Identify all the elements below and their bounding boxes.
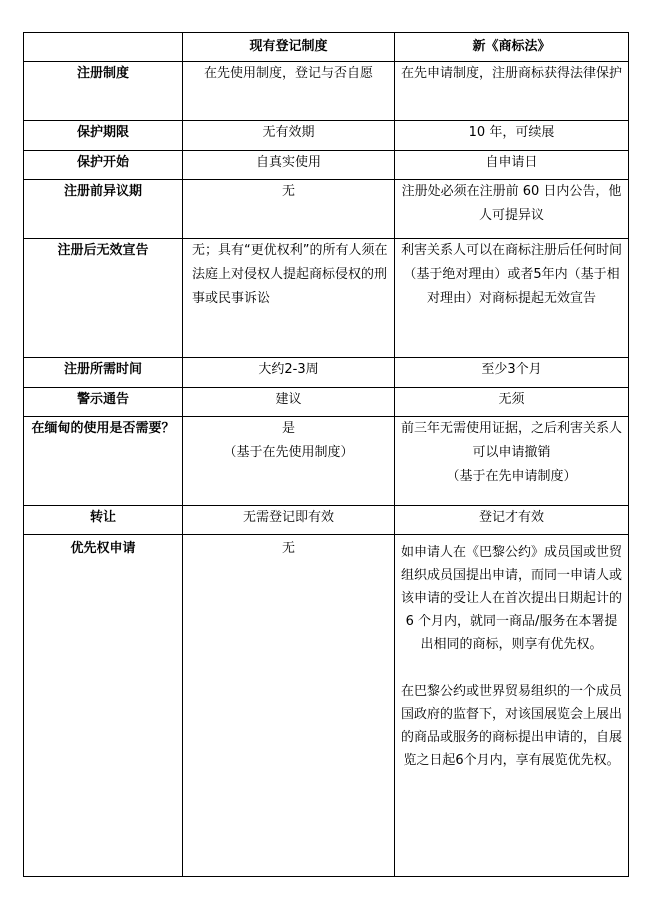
table-row — [24, 388, 629, 417]
row-current-value: 在先使用制度，登记与否自愿 — [183, 62, 395, 121]
row-current-value: 自真实使用 — [183, 151, 395, 180]
table-row — [24, 239, 629, 358]
table-row — [24, 62, 629, 121]
row-label: 注册所需时间 — [24, 358, 183, 388]
table-row — [24, 506, 629, 535]
row-current-value: 建议 — [183, 388, 395, 417]
table-row — [24, 121, 629, 151]
row-current-value: 无有效期 — [183, 121, 395, 151]
table-row — [24, 535, 629, 877]
row-current-value: 无 — [183, 180, 395, 239]
trademark-comparison-table — [23, 32, 629, 877]
row-label: 注册前异议期 — [24, 180, 183, 239]
table-row — [24, 417, 629, 506]
row-new-value: 利害关系人可以在商标注册后任何时间（基于绝对理由）或者5年内（基于相对理由）对商标提起无效宣告 — [395, 239, 629, 358]
row-label: 优先权申请 — [24, 535, 183, 877]
current-value-line: 是 — [281, 421, 295, 436]
table-row — [24, 180, 629, 239]
row-label: 在缅甸的使用是否需要？ — [24, 417, 183, 506]
table-row — [24, 151, 629, 180]
row-new-value — [395, 535, 629, 877]
row-label: 注册制度 — [24, 62, 183, 121]
table-row — [24, 358, 629, 388]
row-current-value: 无；具有“更优权利”的所有人须在法庭上对侵权人提起商标侵权的刑事或民事诉讼 — [183, 239, 395, 358]
row-new-value: 自申请日 — [395, 151, 629, 180]
row-new-value: 在先申请制度，注册商标获得法律保护 — [395, 62, 629, 121]
row-new-value: 注册处必须在注册前 60 日内公告，他人可提异议 — [395, 180, 629, 239]
row-current-value: 大约2-3周 — [183, 358, 395, 388]
row-new-value: 10 年，可续展 — [395, 121, 629, 151]
row-label: 保护期限 — [24, 121, 183, 151]
row-new-value: 至少3个月 — [395, 358, 629, 388]
row-label: 警示通告 — [24, 388, 183, 417]
row-new-value — [395, 417, 629, 506]
new-value-line: 前三年无需使用证据，之后利害关系人可以申请撤销 — [401, 421, 623, 460]
current-value-note: （基于在先使用制度） — [223, 445, 354, 460]
new-value-note: （基于在先申请制度） — [446, 469, 577, 484]
row-current-value — [183, 417, 395, 506]
priority-paragraph: 如申请人在《巴黎公约》成员国或世贸组织成员国提出申请，而同一申请人或该申请的受让人在首次提出日期起计的 6 个月内，就同一商品/服务在本署提出相同的商标，则享有优先权。 — [401, 545, 623, 652]
header-current-system: 现有登记制度 — [183, 33, 395, 62]
row-current-value: 无需登记即有效 — [183, 506, 395, 535]
exhibition-priority-paragraph: 在巴黎公约或世界贸易组织的一个成员国政府的监督下，对该国展览会上展出的商品或服务的商标提出申请的，自展览之日起6个月内，享有展览优先权。 — [401, 684, 623, 768]
header-new-trademark-law: 新《商标法》 — [395, 33, 629, 62]
row-new-value: 登记才有效 — [395, 506, 629, 535]
row-current-value: 无 — [183, 535, 395, 877]
header-empty-cell — [24, 33, 183, 62]
table-header-row — [24, 33, 629, 62]
row-label: 注册后无效宣告 — [24, 239, 183, 358]
row-label: 保护开始 — [24, 151, 183, 180]
row-label: 转让 — [24, 506, 183, 535]
row-new-value: 无须 — [395, 388, 629, 417]
